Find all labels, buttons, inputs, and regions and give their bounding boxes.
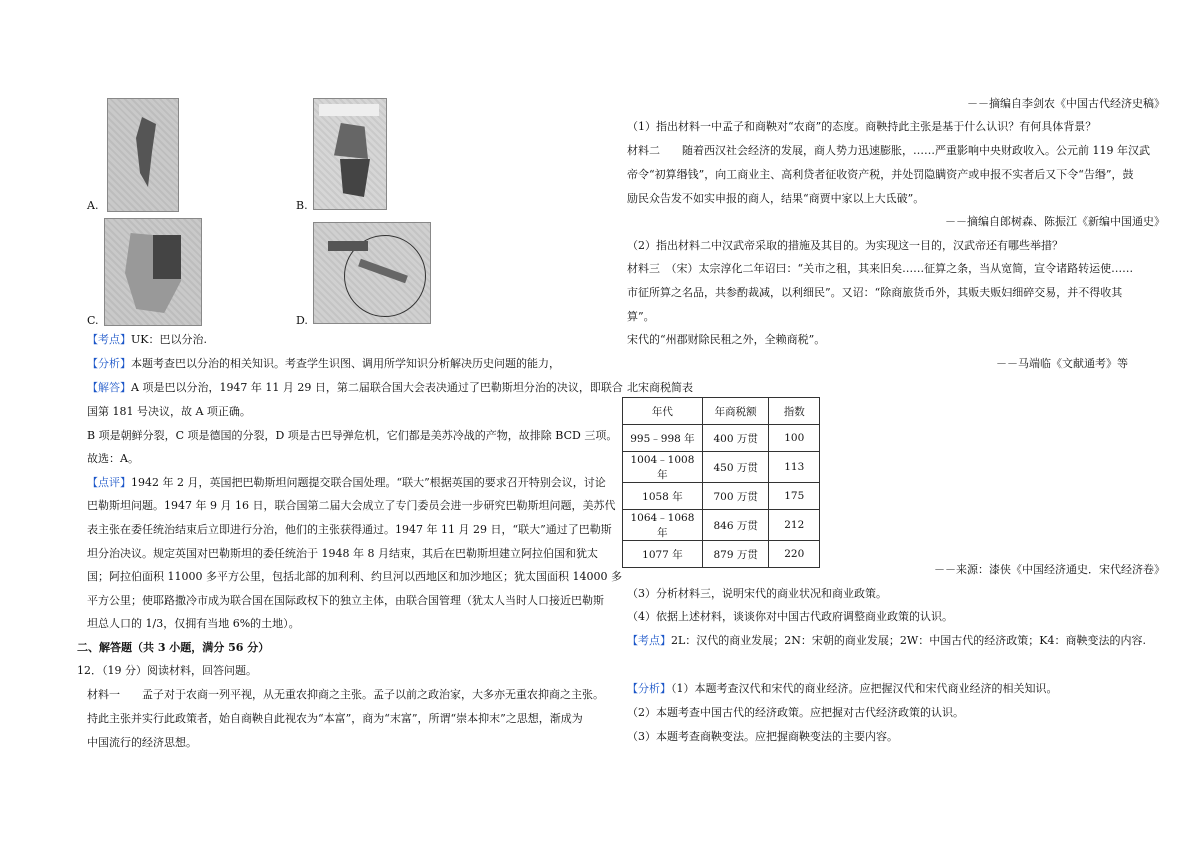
jieda-line-1 <box>87 381 623 395</box>
source-3: －－马端临《文献通考》等 <box>996 357 1128 370</box>
fenxi-text: 本题考查巴以分治的相关知识。考查学生识图、调用所学知识分析解决历史问题的能力， <box>131 357 560 370</box>
dianping-line-5: 国；阿拉伯面积 11000 多平方公里，包括北部的加利利、约旦河以西地区和加沙地区；犹太国面积 14000 多 <box>87 570 622 583</box>
right-kaodian-text: 2L：汉代的商业发展；2N：宋朝的商业发展；2W：中国古代的经济政策；K4：商鞅变法的内容. <box>671 634 1146 647</box>
source-2: －－摘编自郎树森、陈振江《新编中国通史》 <box>945 215 1165 228</box>
table-cell: 1077 年 <box>623 541 703 568</box>
table-row <box>623 510 820 541</box>
jieda-tag: 【解答】 <box>87 381 131 394</box>
right-kaodian-tag: 【考点】 <box>627 634 671 647</box>
fenxi-line <box>87 357 560 371</box>
option-c-label: C. <box>87 314 99 327</box>
dianping-text-1: 1942 年 2 月，英国把巴勒斯坦问题提交联合国处理。“联大”根据英国的要求召开特别会议，讨论 <box>131 476 606 489</box>
material-3-line-1: 材料三 （宋）太宗淳化二年诏曰：“关市之租，其来旧矣……征算之条，当从宽简，宣令诸路转运使…… <box>627 262 1134 275</box>
table-cell: 995﹣998 年 <box>623 425 703 452</box>
table-row <box>623 483 820 510</box>
table-cell: 846 万贯 <box>702 510 769 541</box>
table-cell: 175 <box>769 483 820 510</box>
dianping-line-3: 表主张在委任统治结束后立即进行分治，他们的主张获得通过。1947 年 11 月 29 日，“联大”通过了巴勒斯 <box>87 523 612 536</box>
kaodian-tag: 【考点】 <box>87 333 131 346</box>
table-cell: 879 万贯 <box>702 541 769 568</box>
table-cell: 450 万贯 <box>702 452 769 483</box>
material-3-line-4: 宋代的“州郡财除民租之外，全赖商税”。 <box>627 333 826 346</box>
question-1: （1）指出材料一中孟子和商鞅对“农商”的态度。商鞅持此主张是基于什么认识？有何具体背景？ <box>627 120 1097 133</box>
source-4: －－来源：漆侠《中国经济通史．宋代经济卷》 <box>934 563 1165 576</box>
table-cell: 212 <box>769 510 820 541</box>
material-2-line-2: 帝令“初算缗钱”，向工商业主、高利贷者征收资产税，并处罚隐瞒资产或申报不实者后又下令“告缗”，鼓 <box>627 168 1134 181</box>
kaodian-text: UK：巴以分治. <box>131 333 207 346</box>
material-1-line-2: 持此主张并实行此政策者，始自商鞅自此视农为“本富”，商为“末富”，所谓“崇本抑末”之思想，渐成为 <box>87 712 583 725</box>
option-a-label: A. <box>87 199 99 212</box>
table-cell: 220 <box>769 541 820 568</box>
right-fenxi-text: （1）本题考查汉代和宋代的商业经济。应把握汉代和宋代商业经济的相关知识。 <box>671 682 1058 695</box>
right-fenxi-line <box>627 682 1058 696</box>
table-row <box>623 541 820 568</box>
material-1-line-1: 材料一 孟子对于农商一列平视，从无重农抑商之主张。孟子以前之政治家，大多亦无重农抑商之主张。 <box>87 688 604 701</box>
jieda-line-2: 国第 181 号决议，故 A 项正确。 <box>87 405 251 418</box>
table-header-row <box>623 398 820 425</box>
option-a-map-image <box>107 98 179 212</box>
right-fenxi-line-3: （3）本题考查商鞅变法。应把握商鞅变法的主要内容。 <box>627 730 898 743</box>
table-header-cell: 年商税额 <box>702 398 769 425</box>
material-3-line-3: 算”。 <box>627 310 655 323</box>
fenxi-tag: 【分析】 <box>87 357 131 370</box>
jieda-text-1: A 项是巴以分治，1947 年 11 月 29 日，第二届联合国大会表决通过了巴勒斯坦分治的决议，即联合 <box>131 381 623 394</box>
table-cell: 100 <box>769 425 820 452</box>
table-cell: 113 <box>769 452 820 483</box>
right-fenxi-line-2: （2）本题考查中国古代的经济政策。应把握对古代经济政策的认识。 <box>627 706 964 719</box>
material-2-line-3: 励民众告发不如实申报的商人，结果“商贾中家以上大氐破”。 <box>627 192 925 205</box>
dianping-line-7: 坦总人口的 1/3，仅拥有当地 6%的土地）。 <box>87 617 300 630</box>
option-c-map-image <box>104 218 202 326</box>
option-d-label: D. <box>296 314 308 327</box>
tax-table <box>622 397 820 568</box>
option-b-label: B. <box>296 199 308 212</box>
table-cell: 700 万贯 <box>702 483 769 510</box>
table-row <box>623 425 820 452</box>
jieda-line-4: 故选：A。 <box>87 452 139 465</box>
section-heading: 二、解答题（共 3 小题，满分 56 分） <box>77 641 270 654</box>
question-4: （4）依据上述材料，谈谈你对中国古代政府调整商业政策的认识。 <box>627 610 953 623</box>
dianping-tag: 【点评】 <box>87 476 131 489</box>
table-cell: 1058 年 <box>623 483 703 510</box>
question-3: （3）分析材料三，说明宋代的商业状况和商业政策。 <box>627 587 887 600</box>
table-header-cell: 年代 <box>623 398 703 425</box>
right-kaodian-line <box>627 634 1146 648</box>
table-cell: 400 万贯 <box>702 425 769 452</box>
kaodian-line <box>87 333 207 347</box>
table-row <box>623 452 820 483</box>
table-cell: 1004﹣1008 年 <box>623 452 703 483</box>
option-d-map-image <box>313 222 431 324</box>
dianping-line-1 <box>87 476 606 490</box>
table-title: 北宋商税简表 <box>627 381 693 394</box>
dianping-line-6: 平方公里；使耶路撒冷市成为联合国在国际政权下的独立主体，由联合国管理（犹太人当时人口接近巴勒斯 <box>87 594 604 607</box>
dianping-line-2: 巴勒斯坦问题。1947 年 9 月 16 日，联合国第二届大会成立了专门委员会进一步研究巴勒斯坦问题，美苏代 <box>87 499 616 512</box>
question-12: 12．（19 分）阅读材料，回答问题。 <box>77 664 257 677</box>
option-b-map-image <box>313 98 387 210</box>
material-3-line-2: 市征所算之名品，共参酌裁减，以利细民”。又诏：“除商旅货币外，其贩夫贩妇细碎交易，并不得收其 <box>627 286 1123 299</box>
right-fenxi-tag: 【分析】 <box>627 682 671 695</box>
material-2-line-1: 材料二 随着西汉社会经济的发展，商人势力迅速膨胀，……严重影响中央财政收入。公元前 119 年汉武 <box>627 144 1150 157</box>
dianping-line-4: 坦分治决议。规定英国对巴勒斯坦的委任统治于 1948 年 8 月结束，其后在巴勒斯坦建立阿拉伯国和犹太 <box>87 547 598 560</box>
table-header-cell: 指数 <box>769 398 820 425</box>
material-1-line-3: 中国流行的经济思想。 <box>87 736 197 749</box>
source-1: －－摘编自李剑农《中国古代经济史稿》 <box>967 97 1165 110</box>
table-cell: 1064﹣1068 年 <box>623 510 703 541</box>
jieda-line-3: B 项是朝鲜分裂，C 项是德国的分裂，D 项是古巴导弹危机，它们都是美苏冷战的产物，故排除 BCD 三项。 <box>87 429 618 442</box>
question-2: （2）指出材料二中汉武帝采取的措施及其目的。为实现这一目的，汉武帝还有哪些举措？ <box>627 239 1063 252</box>
